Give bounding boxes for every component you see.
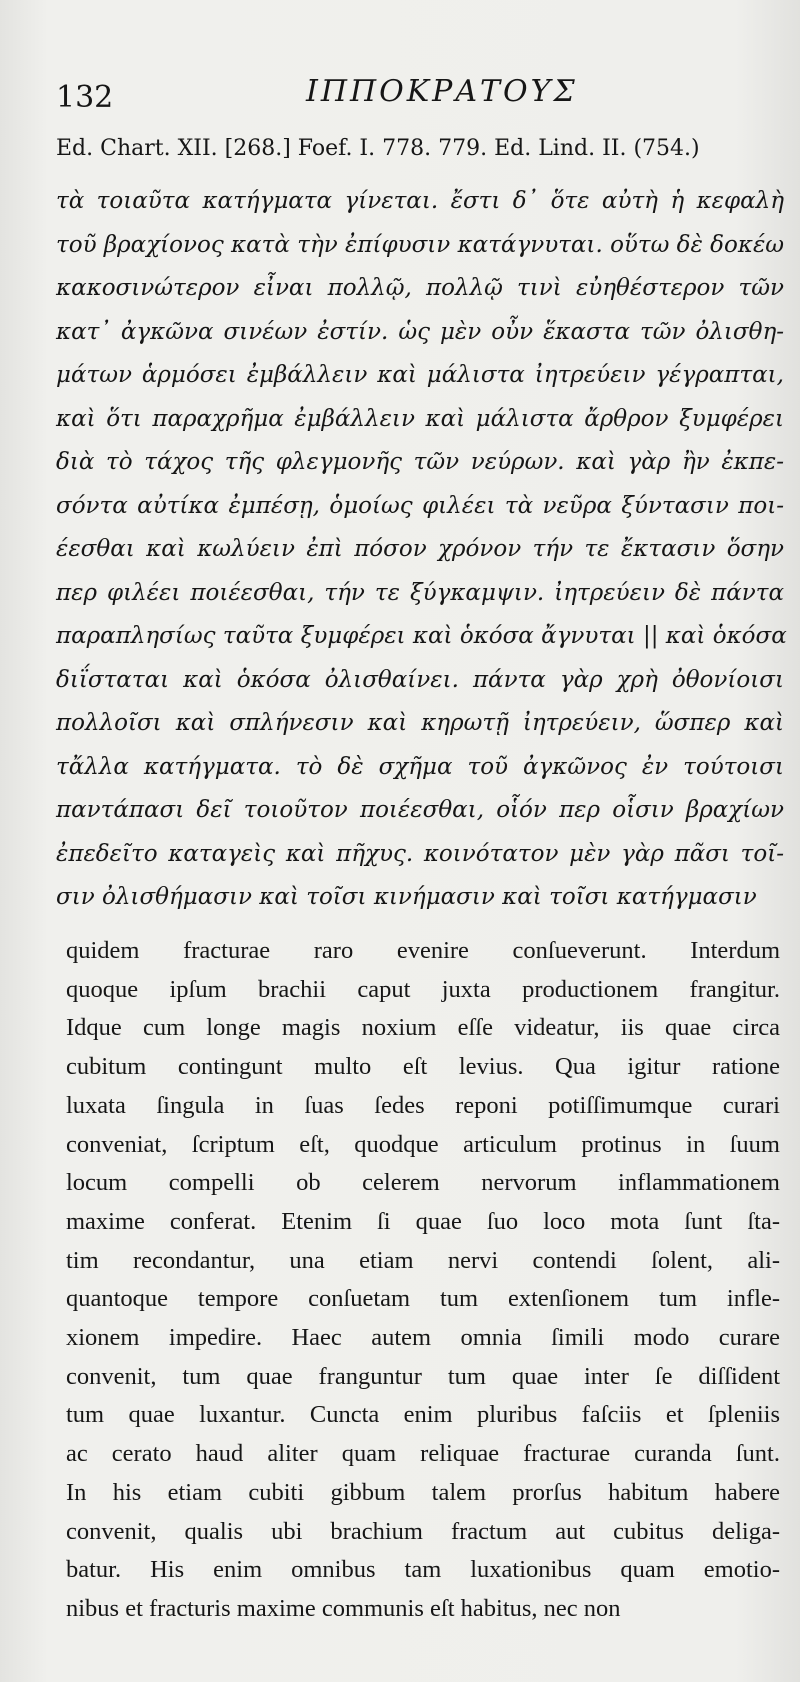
greek-text-line: παραπλησίως ταῦτα ξυμφέρει καὶ ὁκόσα ἄγνυται || καὶ ὁκόσα: [56, 623, 787, 649]
latin-text-line: quidem fracturae raro evenire conſueverunt. Interdum: [66, 937, 780, 964]
latin-text-line: tim recondantur, una etiam nervi contendi ſolent, ali-: [66, 1246, 780, 1274]
latin-text-line: ac cerato haud aliter quam reliquae fracturae curanda ſunt.: [66, 1440, 780, 1468]
greek-text-line: έεσθαι καὶ κωλύειν ἐπὶ πόσον χρόνον τήν τε ἔκτασιν ὅσην: [56, 536, 784, 562]
latin-text-line: Idque cum longe magis noxium eſſe videatur, iis quae circa: [66, 1014, 780, 1042]
latin-text-line: nibus et fracturis maxime communis eſt habitus, nec non: [66, 1594, 621, 1622]
greek-text-line: καὶ ὅτι παραχρῆμα ἐμβάλλειν καὶ μάλιστα ἄρθρον ξυμφέρει: [56, 405, 784, 432]
greek-text-line: κατ᾿ ἀγκῶνα σινέων ἐστίν. ὡς μὲν οὖν ἕκαστα τῶν ὀλισθη-: [56, 318, 784, 345]
edition-references: Ed. Chart. XII. [268.] Foef. I. 778. 779. Ed. Lind. II. (754.): [56, 136, 700, 161]
page-header: [56, 72, 756, 122]
greek-text-line: τὰ τοιαῦτα κατήγματα γίνεται. ἔστι δ᾿ ὅτε αὐτὴ ἡ κεφαλὴ: [56, 188, 784, 214]
latin-text-line: locum compelli ob celerem nervorum inflammationem: [66, 1169, 780, 1197]
latin-text-line: luxata ſingula in ſuas ſedes reponi potiſſimumque curari: [66, 1091, 780, 1119]
latin-text-line: conveniat, ſcriptum eſt, quodque articulum protinus in ſuum: [66, 1130, 780, 1158]
page-number: 132: [56, 80, 114, 115]
greek-text-line: κακοσινώτερον εἶναι πολλῷ, πολλῷ τινὶ εὐηθέστερον τῶν: [56, 275, 784, 301]
latin-text-line: tum quae luxantur. Cuncta enim pluribus faſciis et ſpleniis: [66, 1401, 780, 1429]
latin-text-line: convenit, qualis ubi brachium fractum aut cubitus deliga-: [66, 1517, 780, 1545]
greek-text-line: παντάπασι δεῖ τοιοῦτον ποιέεσθαι, οἷόν περ οἷσιν βραχίων: [56, 797, 784, 823]
greek-text-line: τἄλλα κατήγματα. τὸ δὲ σχῆμα τοῦ ἀγκῶνος ἐν τούτοισι: [56, 753, 784, 780]
greek-text-line: διὰ τὸ τάχος τῆς φλεγμονῆς τῶν νεύρων. καὶ γὰρ ἢν ἐκπε-: [56, 449, 784, 475]
greek-text-block: [56, 180, 787, 920]
greek-text-line: ἐπεδεῖτο καταγεὶς καὶ πῆχυς. κοινότατον μὲν γὰρ πᾶσι τοῖ-: [56, 840, 784, 867]
latin-text-line: convenit, tum quae franguntur tum quae inter ſe diſſident: [66, 1362, 780, 1390]
greek-text-line: περ φιλέει ποιέεσθαι, τήν τε ξύγκαμψιν. ἰητρεύειν δὲ πάντα: [56, 579, 784, 606]
latin-text-line: In his etiam cubiti gibbum talem prorſus habitum habere: [66, 1478, 780, 1506]
greek-text-line: τοῦ βραχίονος κατὰ τὴν ἐπίφυσιν κατάγνυται. οὕτω δὲ δοκέω: [56, 231, 785, 258]
greek-text-line: διΐσταται καὶ ὁκόσα ὀλισθαίνει. πάντα γὰρ χρὴ ὀθονίοισι: [56, 666, 784, 693]
greek-text-line: σιν ὀλισθήμασιν καὶ τοῖσι κινήμασιν καὶ τοῖσι κατήγμασιν: [56, 884, 757, 910]
latin-text-line: quantoque tempore conſuetam tum extenſionem tum infle-: [66, 1285, 780, 1313]
latin-text-line: maxime conferat. Etenim ſi quae ſuo loco mota ſunt ſta-: [66, 1207, 780, 1235]
latin-text-block: [66, 932, 780, 1629]
latin-text-line: batur. His enim omnibus tam luxationibus quam emotio-: [66, 1556, 780, 1584]
greek-text-line: μάτων ἁρμόσει ἐμβάλλειν καὶ μάλιστα ἰητρεύειν γέγραπται,: [56, 362, 784, 388]
running-title: ΙΠΠΟΚΡΑΤΟΥΣ: [306, 74, 578, 109]
latin-text-line: quoque ipſum brachii caput juxta productionem frangitur.: [66, 975, 780, 1003]
latin-text-line: xionem impedire. Haec autem omnia ſimili modo curare: [66, 1324, 780, 1352]
greek-text-line: σόντα αὐτίκα ἐμπέσῃ, ὁμοίως φιλέει τὰ νεῦρα ξύντασιν ποι-: [56, 492, 784, 519]
latin-text-line: cubitum contingunt multo eſt levius. Qua igitur ratione: [66, 1053, 780, 1081]
greek-text-line: πολλοῖσι καὶ σπλήνεσιν καὶ κηρωτῇ ἰητρεύειν, ὥσπερ καὶ: [56, 710, 784, 736]
